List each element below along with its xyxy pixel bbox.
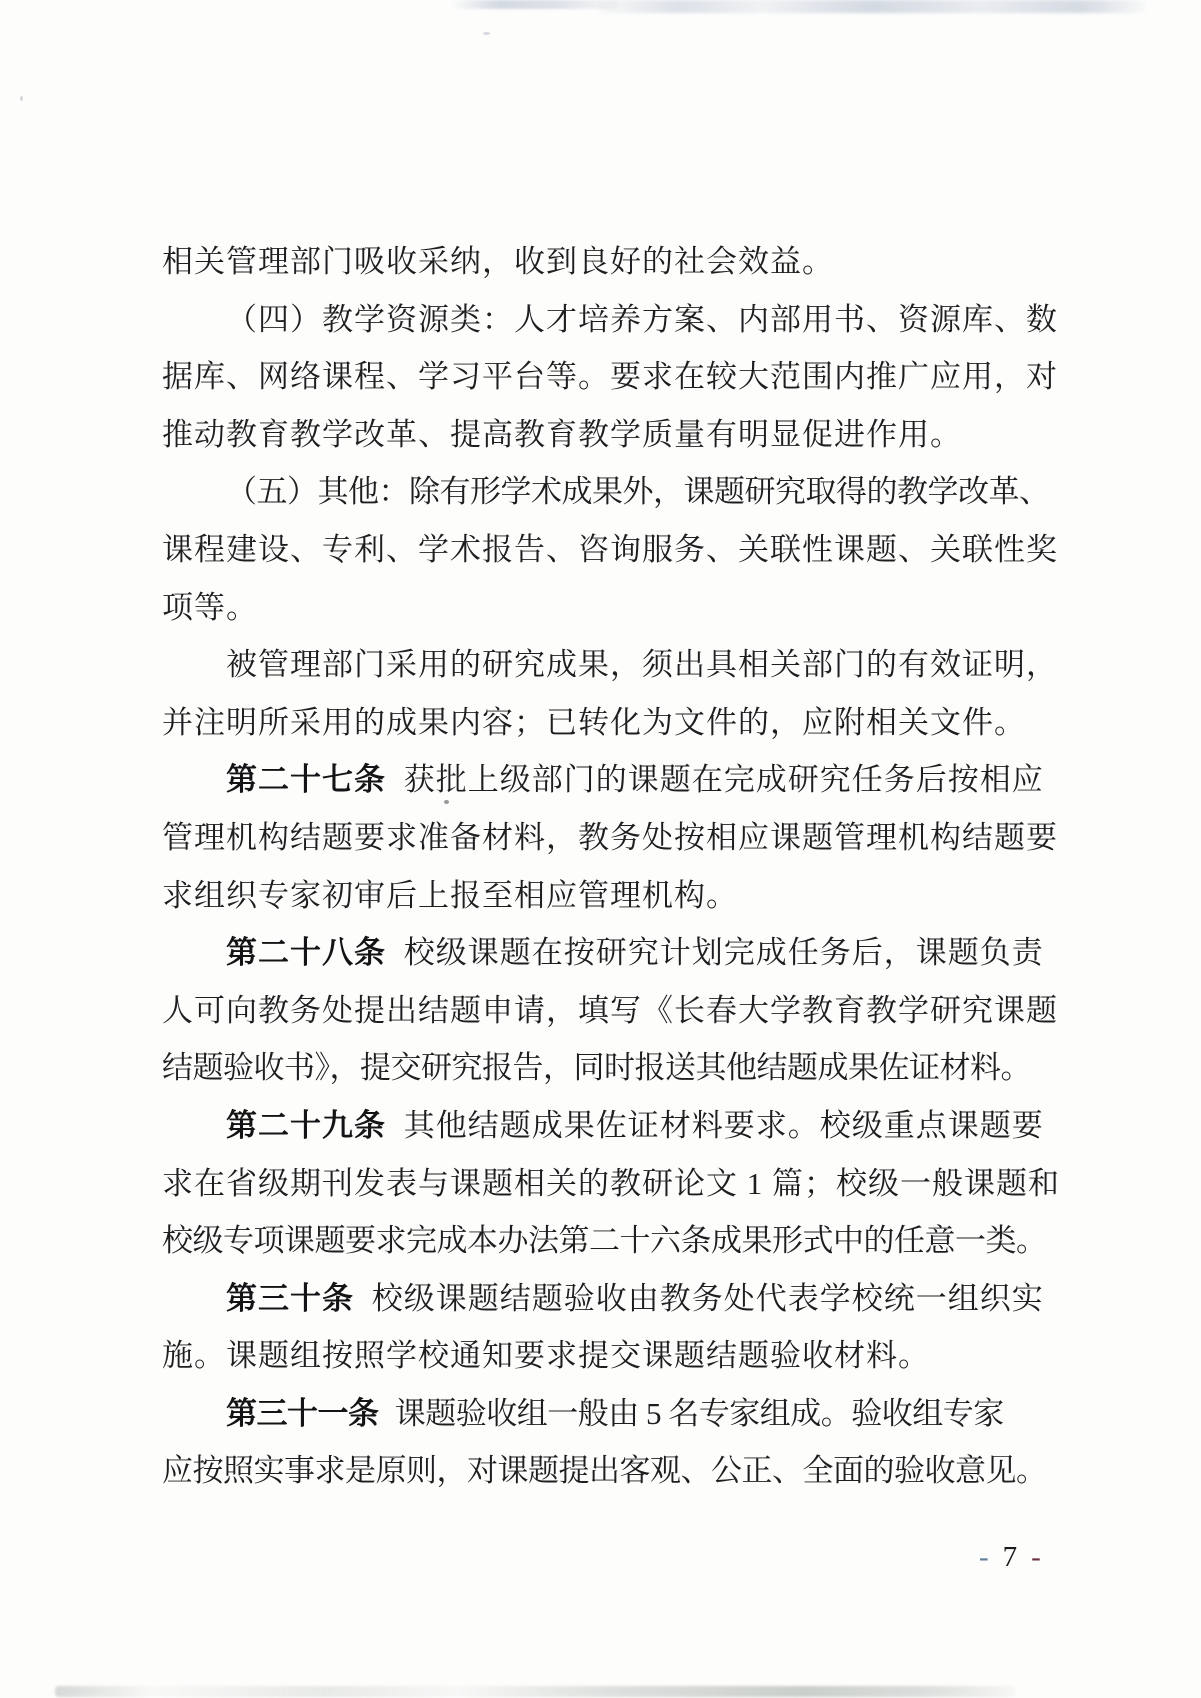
article-number: 第二十七条 bbox=[226, 762, 386, 798]
text-line bbox=[162, 348, 1062, 406]
line-text: 课题验收组一般由 5 名专家组成。验收组专家 bbox=[387, 1395, 1004, 1431]
article-number: 第三十一条 bbox=[226, 1395, 379, 1431]
scan-smudge-artifact bbox=[55, 1686, 1015, 1697]
line-text: 据库、网络课程、学习平台等。要求在较大范围内推广应用，对 bbox=[162, 359, 1058, 395]
scan-smudge-artifact bbox=[450, 0, 618, 9]
page-number-digit: 7 bbox=[1002, 1541, 1018, 1573]
text-line bbox=[162, 867, 1062, 925]
line-text: （五）其他：除有形学术成果外，课题研究取得的教学改革、 bbox=[226, 474, 1050, 510]
text-line bbox=[162, 463, 1062, 521]
line-text: 求组织专家初审后上报至相应管理机构。 bbox=[162, 877, 738, 913]
line-text: 获批上级部门的课题在完成研究任务后按相应 bbox=[395, 762, 1044, 798]
line-text: 相关管理部门吸收采纳，收到良好的社会效益。 bbox=[162, 244, 834, 279]
line-text: 施。课题组按照学校通知要求提交课题结题验收材料。 bbox=[162, 1338, 930, 1374]
article-number: 第二十八条 bbox=[226, 935, 386, 971]
line-text: 应按照实事求是原则，对课题提出客观、公正、全面的验收意见。 bbox=[162, 1453, 1047, 1489]
text-line bbox=[162, 924, 1062, 982]
document-text-block bbox=[162, 233, 1062, 1500]
text-line bbox=[162, 694, 1062, 752]
line-text: 人可向教务处提出结题申请，填写《长春大学教育教学研究课题 bbox=[162, 992, 1058, 1028]
line-text: 被管理部门采用的研究成果，须出具相关部门的有效证明， bbox=[226, 647, 1058, 683]
line-text: 推动教育教学改革、提高教育教学质量有明显促进作用。 bbox=[162, 416, 962, 452]
text-line bbox=[162, 1155, 1062, 1213]
line-text: （四）教学资源类：人才培养方案、内部用书、资源库、数 bbox=[226, 301, 1058, 337]
article-number: 第二十九条 bbox=[226, 1107, 386, 1143]
line-text: 课程建设、专利、学术报告、咨询服务、关联性课题、关联性奖 bbox=[162, 531, 1058, 567]
text-line bbox=[162, 1385, 1062, 1443]
line-text: 管理机构结题要求准备材料，教务处按相应课题管理机构结题要 bbox=[162, 819, 1058, 855]
scan-speck-artifact bbox=[20, 96, 23, 101]
text-line bbox=[162, 1212, 1062, 1270]
line-text: 其他结题成果佐证材料要求。校级重点课题要 bbox=[395, 1107, 1044, 1143]
text-line bbox=[162, 751, 1062, 809]
line-text: 校级专项课题要求完成本办法第二十六条成果形式中的任意一类。 bbox=[162, 1223, 1047, 1259]
text-line bbox=[162, 406, 1062, 464]
line-text: 项等。 bbox=[162, 589, 258, 625]
text-line bbox=[162, 636, 1062, 694]
text-line bbox=[162, 809, 1062, 867]
text-line bbox=[162, 1039, 1062, 1097]
text-line bbox=[162, 1270, 1062, 1328]
text-line bbox=[162, 1442, 1062, 1500]
line-text: 校级课题结题验收由教务处代表学校统一组织实 bbox=[363, 1280, 1044, 1316]
article-number: 第三十条 bbox=[226, 1280, 354, 1316]
page-number-dash: - bbox=[1031, 1541, 1041, 1573]
text-line bbox=[162, 982, 1062, 1040]
text-line bbox=[162, 1097, 1062, 1155]
text-line bbox=[162, 1327, 1062, 1385]
page-number-dash: - bbox=[979, 1541, 989, 1573]
text-line bbox=[162, 579, 1062, 637]
line-text: 求在省级期刊发表与课题相关的教研论文 1 篇；校级一般课题和 bbox=[162, 1165, 1060, 1201]
page-number bbox=[972, 1541, 1048, 1574]
line-text: 结题验收书》，提交研究报告，同时报送其他结题成果佐证材料。 bbox=[162, 1050, 1031, 1086]
text-line bbox=[162, 291, 1062, 349]
text-line bbox=[162, 233, 1062, 291]
scan-smudge-artifact bbox=[598, 0, 1146, 13]
scan-speck-artifact bbox=[483, 32, 490, 35]
line-text: 校级课题在按研究计划完成任务后，课题负责 bbox=[395, 935, 1044, 971]
text-line bbox=[162, 521, 1062, 579]
line-text: 并注明所采用的成果内容；已转化为文件的，应附相关文件。 bbox=[162, 704, 1026, 740]
